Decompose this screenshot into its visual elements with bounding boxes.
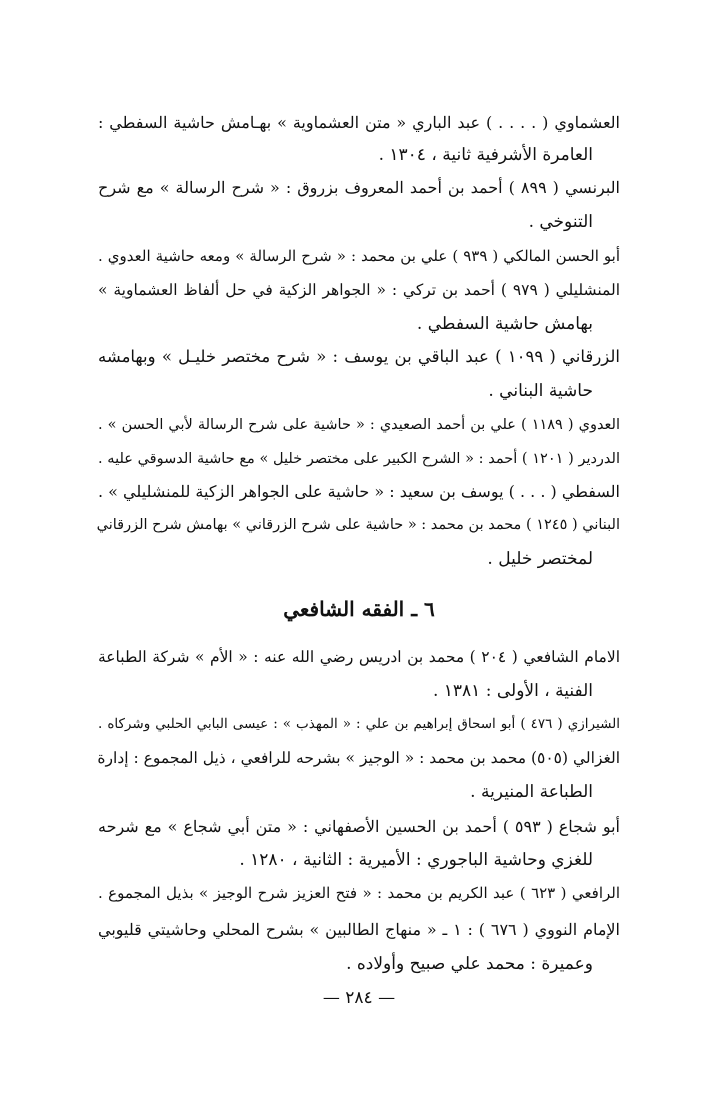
entry-continuation: الفنية ، الأولى : ١٣٨١ . [432, 681, 593, 701]
entry-continuation: وعميرة : محمد علي صبيح وأولاده . [346, 954, 593, 974]
section-heading: ٦ ـ الفقه الشافعي [283, 597, 435, 621]
entry-continuation: بهامش حاشية السفطي . [416, 314, 593, 334]
entry-line: البناني ( ١٢٤٥ ) محمد بن محمد : « حاشية على شرح الزرقاني » بهامش شرح الزرقاني [96, 517, 620, 533]
entry-line: العشماوي ( . . . . ) عبد الباري « متن العشماوية » بهـامش حاشية السفطي : [98, 113, 620, 132]
entry-continuation: التنوخي . [528, 212, 593, 232]
entry-line: الشيرازي ( ٤٧٦ ) أبو اسحاق إبراهيم بن علي : « المهذب » : عيسى البابي الحلبي وشركاه . [98, 716, 620, 732]
entry-line: البرنسي ( ٨٩٩ ) أحمد بن أحمد المعروف بزروق : « شرح الرسالة » مع شرح [98, 178, 620, 197]
entry-line: الامام الشافعي ( ٢٠٤ ) محمد بن ادريس رضي الله عنه : « الأم » شركة الطباعة [98, 648, 620, 666]
entry-line: السفطي ( . . . ) يوسف بن سعيد : « حاشية على الجواهر الزكية للمنشليلي » . [98, 482, 620, 501]
entry-line: الدردير ( ١٢٠١ ) أحمد : « الشرح الكبير على مختصر خليل » مع حاشية الدسوقي عليه . [98, 451, 620, 467]
page-number: — ٢٨٤ — [322, 988, 396, 1008]
entry-line: أبو شجاع ( ٥٩٣ ) أحمد بن الحسين الأصفهاني : « متن أبي شجاع » مع شرحه [98, 817, 621, 836]
entry-line: المنشليلي ( ٩٧٩ ) أحمد بن تركي : « الجواهر الزكية في حل ألفاظ العشماوية » [98, 281, 620, 299]
entry-line: الغزالي (٥٠٥) محمد بن محمد : « الوجيز » بشرحه للرافعي ، ذيل المجموع : إدارة [97, 749, 620, 767]
entry-continuation: لمختصر خليل . [487, 549, 593, 569]
entry-continuation: الطباعة المنيرية . [470, 782, 593, 802]
entry-line: الرافعي ( ٦٢٣ ) عبد الكريم بن محمد : « فتح العزيز شرح الوجيز » بذيل المجموع . [98, 884, 620, 902]
entry-line: الإمام النووي ( ٦٧٦ ) : ١ ـ « منهاج الطالبين » بشرح المحلي وحاشيتي قليوبي [98, 920, 621, 939]
entry-line: العدوي ( ١١٨٩ ) علي بن أحمد الصعيدي : « حاشية على شرح الرسالة لأبي الحسن » . [98, 417, 621, 433]
entry-line: أبو الحسن المالكي ( ٩٣٩ ) علي بن محمد : « شرح الرسالة » ومعه حاشية العدوي . [98, 247, 620, 265]
entry-line: الزرقاني ( ١٠٩٩ ) عبد الباقي بن يوسف : « شرح مختصر خليـل » وبهامشه [98, 347, 620, 366]
entry-continuation: للغزي وحاشية الباجوري : الأميرية : الثانية ، ١٢٨٠ . [239, 850, 593, 870]
entry-continuation: حاشية البناني . [488, 381, 593, 401]
entry-continuation: العامرة الأشرفية ثانية ، ١٣٠٤ . [378, 145, 593, 165]
